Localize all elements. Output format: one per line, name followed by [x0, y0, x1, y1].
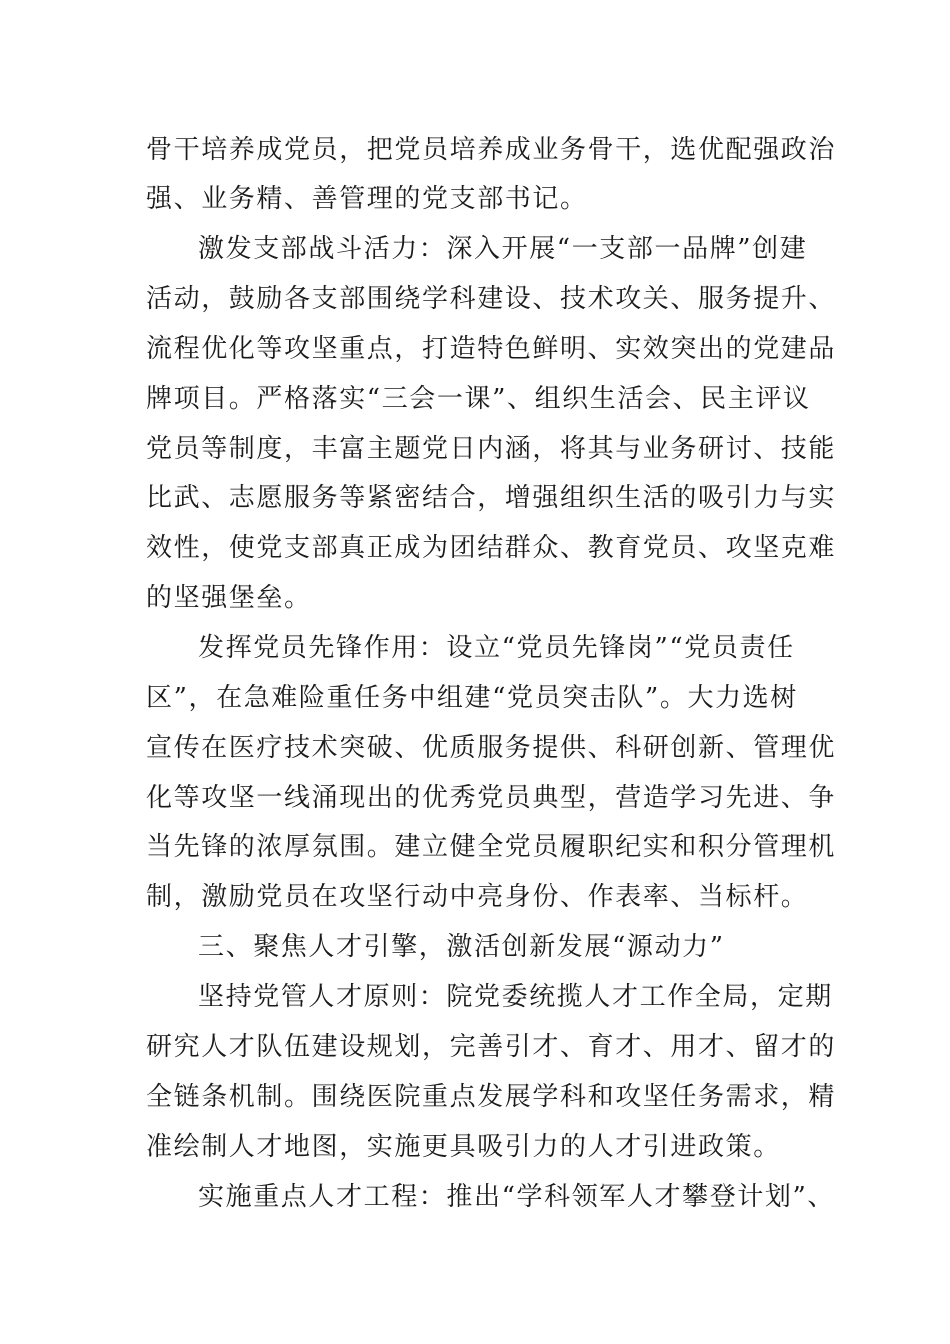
- section-heading: 三、聚焦人才引擎，激活创新发展“源动力”: [198, 932, 725, 962]
- text-line: 骨干培养成党员，把党员培养成业务骨干，选优配强政治: [146, 135, 837, 165]
- paragraph-start-line: 坚持党管人才原则：院党委统揽人才工作全局，定期: [198, 982, 833, 1012]
- text-line: 流程优化等攻坚重点，打造特色鲜明、实效突出的党建品: [146, 334, 837, 364]
- text-line: 强、业务精、善管理的党支部书记。: [146, 184, 588, 214]
- text-line: 区”，在急难险重任务中组建“党员突击队”。大力选树: [146, 683, 798, 713]
- text-line: 的坚强堡垒。: [146, 583, 312, 613]
- paragraph-start-line: 激发支部战斗活力：深入开展“一支部一品牌”创建: [198, 234, 808, 264]
- text-line: 宣传在医疗技术突破、优质服务提供、科研创新、管理优: [146, 733, 837, 763]
- text-line: 当先锋的浓厚氛围。建立健全党员履职纪实和积分管理机: [146, 832, 837, 862]
- text-line: 党员等制度，丰富主题党日内涵，将其与业务研讨、技能: [146, 434, 837, 464]
- text-line: 比武、志愿服务等紧密结合，增强组织生活的吸引力与实: [146, 483, 837, 513]
- text-line: 全链条机制。围绕医院重点发展学科和攻坚任务需求，精: [146, 1082, 837, 1112]
- text-line: 活动，鼓励各支部围绕学科建设、技术攻关、服务提升、: [146, 284, 837, 314]
- text-line: 准绘制人才地图，实施更具吸引力的人才引进政策。: [146, 1132, 781, 1162]
- text-line: 制，激励党员在攻坚行动中亮身份、作表率、当标杆。: [146, 882, 809, 912]
- text-line: 研究人才队伍建设规划，完善引才、育才、用才、留才的: [146, 1032, 837, 1062]
- text-line: 牌项目。严格落实“三会一课”、组织生活会、民主评议: [146, 384, 811, 414]
- paragraph-start-line: 发挥党员先锋作用：设立“党员先锋岗”“党员责任: [198, 633, 795, 663]
- paragraph-start-line: 实施重点人才工程：推出“学科领军人才攀登计划”、: [198, 1182, 835, 1212]
- text-line: 化等攻坚一线涌现出的优秀党员典型，营造学习先进、争: [146, 783, 837, 813]
- text-line: 效性，使党支部真正成为团结群众、教育党员、攻坚克难: [146, 533, 837, 563]
